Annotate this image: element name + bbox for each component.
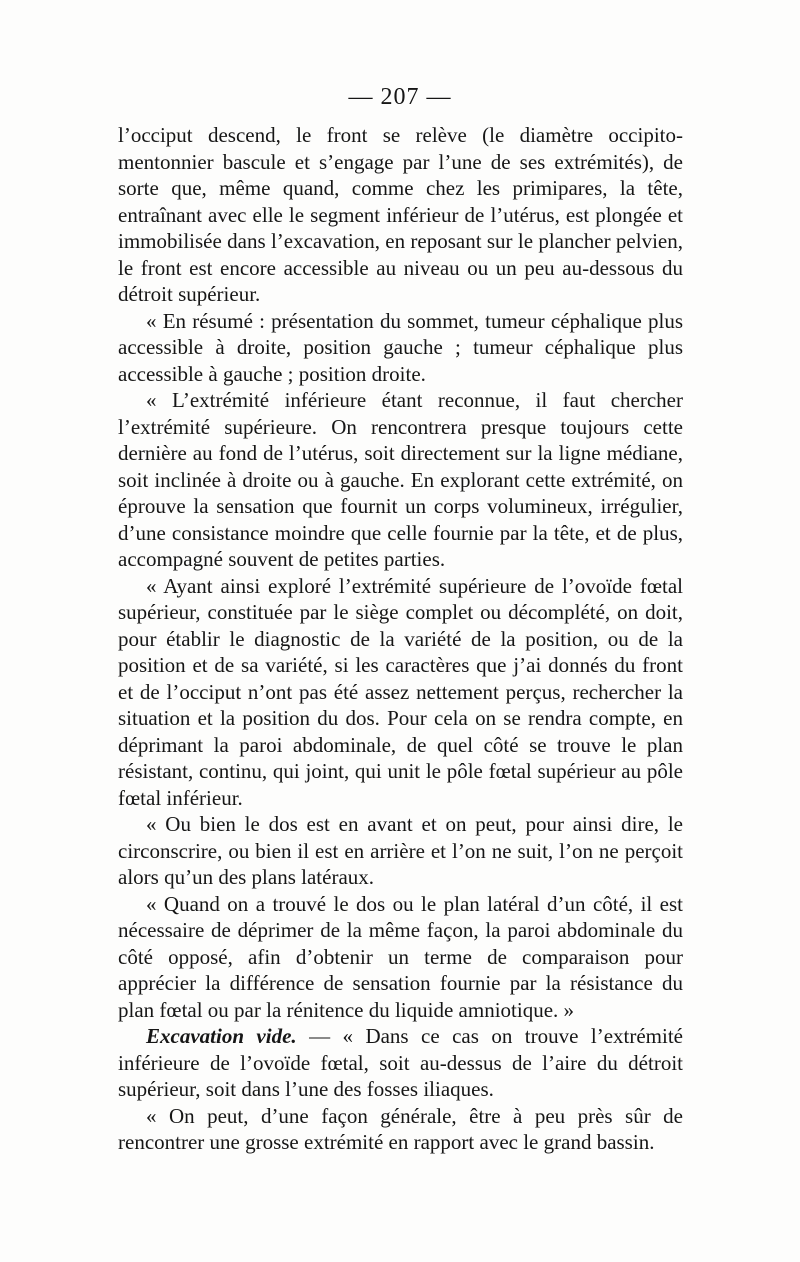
paragraph-7 [118,1023,683,1103]
paragraph-2: « En résumé : présentation du sommet, tumeur céphalique plus accessible à droite, position gauche ; tumeur céphalique plus accessible à gauche ; position droite. [118,308,683,386]
paragraph-7-text: — « Dans ce cas on trouve l’extrémité inférieure de l’ovoïde fœtal, soit au-dessus de l’aire du détroit supérieur, soit dans l’une des fosses iliaques. [118,1024,683,1101]
paragraph-3: « L’extrémité inférieure étant reconnue, il faut chercher l’extrémité supérieure. On rencontrera presque toujours cette dernière au fond de l’utérus, soit directement sur la ligne médiane, soit inclinée à droite ou à gauche. En explorant cette extrémité, on éprouve la sensation que fournit un corps volumineux, irrégulier, d’une consistance moindre que celle fournie par la tête, et de plus, accompagné souvent de petites parties. [118,388,683,571]
paragraph-1: l’occiput descend, le front se relève (le diamètre occipito-mentonnier bascule et s’engage par l’une de ses extrémités), de sorte que, même quand, comme chez les primipares, la tête, entraînant avec elle le segment inférieur de l’utérus, est plongée et immobilisée dans l’excavation, en reposant sur le plancher pelvien, le front est encore accessible au niveau ou un peu au-dessous du détroit supérieur. [118,123,683,306]
paragraph-8: « On peut, d’une façon générale, être à peu près sûr de rencontrer une grosse extrémité en rapport avec le grand bassin. [118,1103,683,1154]
body-text [118,122,683,1156]
page-number: — 207 — [348,84,452,110]
section-lead-excavation-vide: Excavation vide. [146,1024,297,1048]
paragraph-5: « Ou bien le dos est en avant et on peut, pour ainsi dire, le circonscrire, ou bien il est en arrière et l’on ne suit, l’on ne perçoit alors qu’un des plans latéraux. [118,812,683,889]
paragraph-4: « Ayant ainsi exploré l’extrémité supérieure de l’ovoïde fœtal supérieur, constituée par le siège complet ou décomplété, on doit, pour établir le diagnostic de la variété de la position, ou de la position et de sa variété, si les caractères que j’ai donnés du front et de l’occiput n’ont pas été assez nettement perçus, rechercher la situation et la position du dos. Pour cela on se rendra compte, en déprimant la paroi abdominale, de quel côté se trouve le plan résistant, continu, qui joint, qui unit le pôle fœtal supérieur au pôle fœtal inférieur. [118,573,683,810]
paragraph-6: « Quand on a trouvé le dos ou le plan latéral d’un côté, il est nécessaire de déprimer de la même façon, la paroi abdominale du côté opposé, afin d’obtenir un terme de comparaison pour apprécier la différence de sensation fournie par la résistance du plan fœtal ou par la rénitence du liquide amniotique. » [118,891,683,1022]
